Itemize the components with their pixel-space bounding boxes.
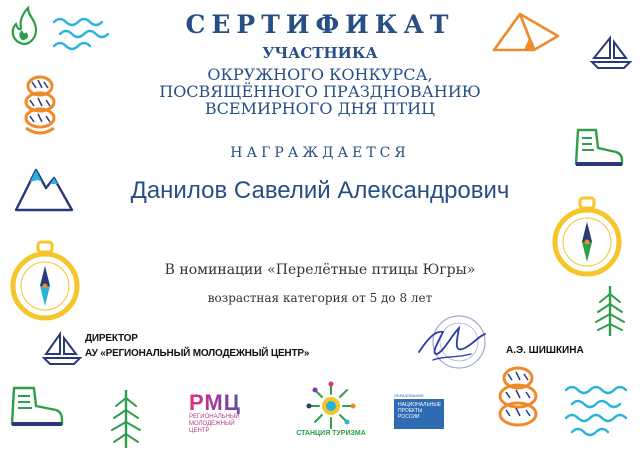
- contest-line: ОКРУЖНОГО КОНКУРСА,: [207, 65, 433, 84]
- contest-line: ВСЕМИРНОГО ДНЯ ПТИЦ: [204, 99, 436, 118]
- compass-icon: [8, 240, 82, 326]
- contest-line: ПОСВЯЩЁННОГО ПРАЗДНОВАНИЮ: [159, 82, 481, 101]
- contest-title: [0, 66, 640, 117]
- boat-icon: [40, 330, 84, 366]
- rmc-logo-mark: РМЦ: [189, 392, 269, 414]
- recipient-name: Данилов Савелий Александрович: [130, 177, 510, 204]
- age-category: возрастная категория от 5 до 8 лет: [207, 291, 433, 305]
- director-title: ДИРЕКТОР: [85, 333, 138, 344]
- national-projects-top-label: ОБРАЗОВАНИЕ: [394, 393, 424, 398]
- national-projects-line: РОССИИ: [398, 414, 420, 420]
- rope-icon: [486, 362, 550, 434]
- rmc-logo-line: РЕГИОНАЛЬНЫЙ: [189, 414, 240, 420]
- director-org: АУ «РЕГИОНАЛЬНЫЙ МОЛОДЕЖНЫЙ ЦЕНТР»: [85, 348, 310, 359]
- boot-icon: [6, 382, 66, 430]
- certificate-title: СЕРТИФИКАТ: [185, 10, 455, 39]
- tourism-station-emblem-icon: [301, 380, 361, 430]
- rmc-logo: [189, 392, 269, 442]
- certificate-subtitle: УЧАСТНИКА: [262, 44, 378, 62]
- awarded-label: НАГРАЖДАЕТСЯ: [230, 145, 410, 161]
- wave-icon: [562, 378, 634, 440]
- rmc-logo-line: МОЛОДЕЖНЫЙ: [189, 421, 235, 427]
- signature-stamp-icon: [413, 310, 493, 372]
- national-projects-logo: [394, 393, 450, 437]
- tree-icon: [106, 388, 146, 450]
- tourism-station-label: СТАНЦИЯ ТУРИЗМА: [296, 430, 366, 437]
- nomination-text: В номинации «Перелётные птицы Югры»: [164, 262, 476, 278]
- national-projects-line: ПРОЕКТЫ: [398, 408, 423, 414]
- director-block: [85, 331, 309, 361]
- national-projects-line: НАЦИОНАЛЬНЫЕ: [398, 402, 442, 408]
- tourism-station-logo: [281, 380, 381, 442]
- rmc-logo-line: ЦЕНТР: [189, 428, 210, 434]
- signer-name: А.Э. ШИШКИНА: [506, 345, 584, 356]
- national-projects-box: [394, 399, 444, 429]
